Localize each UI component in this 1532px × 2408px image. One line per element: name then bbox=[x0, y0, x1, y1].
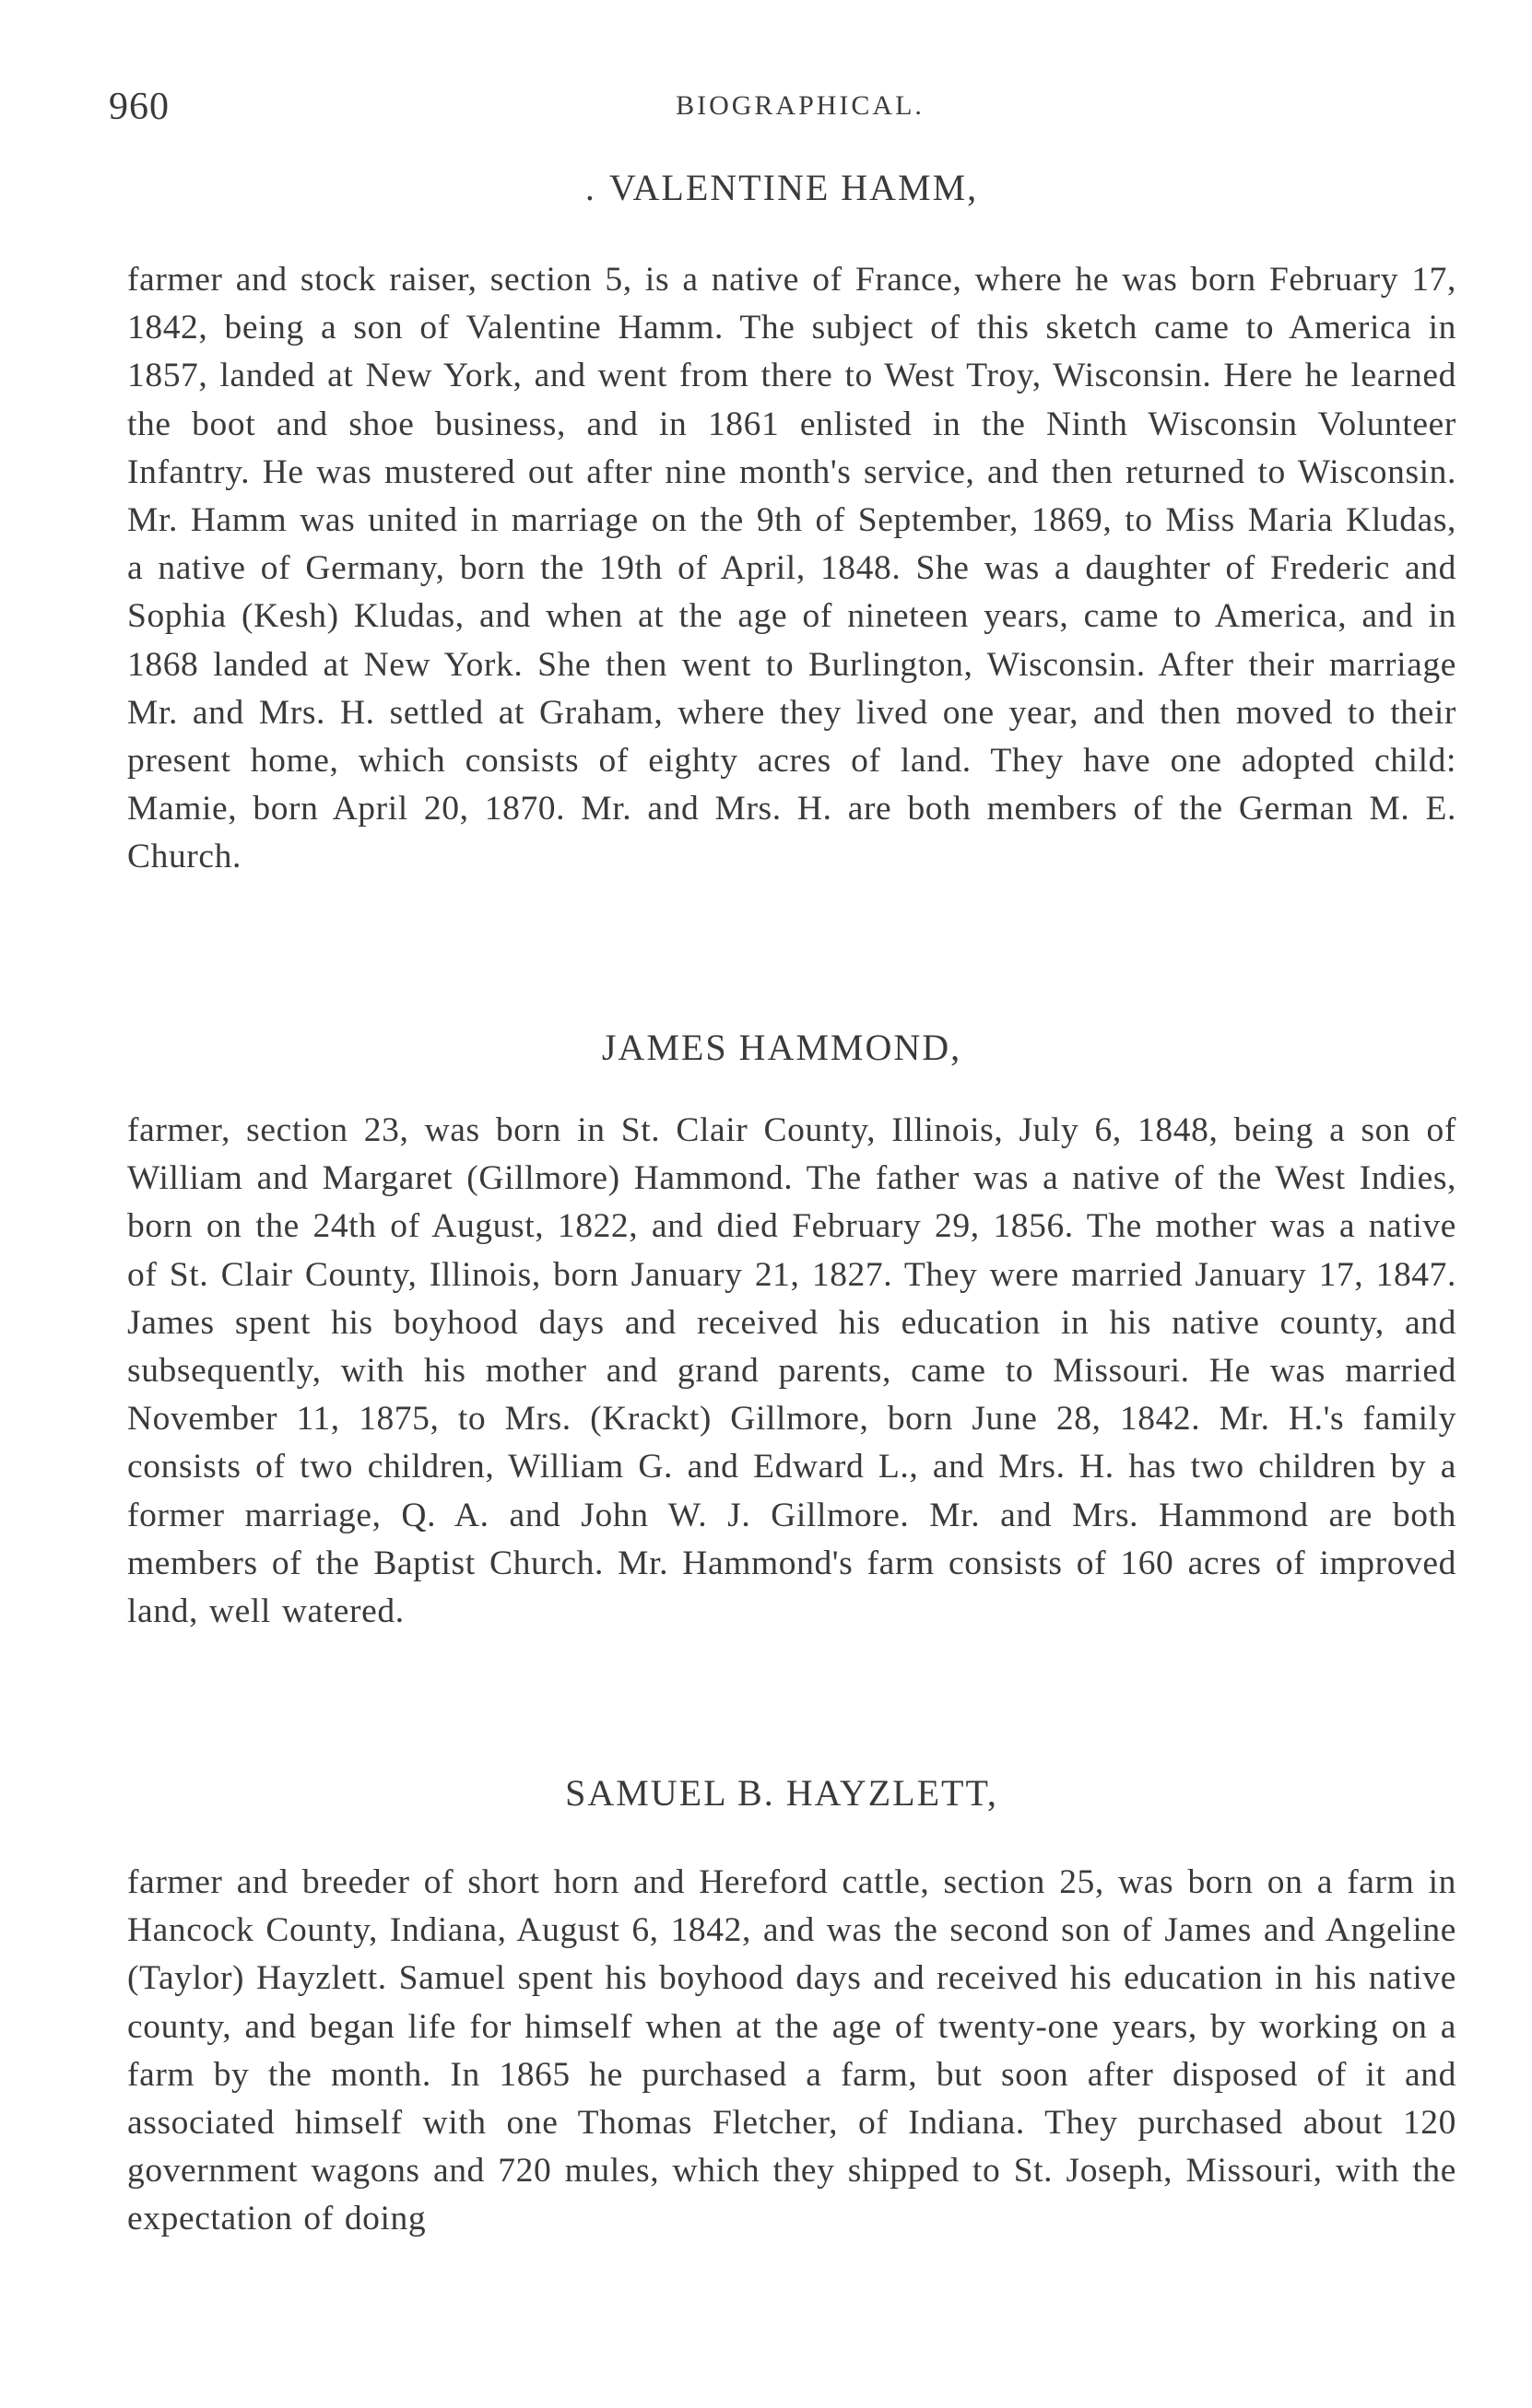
entry-body-james-hammond: farmer, section 23, was born in St. Clair County, Illinois, July 6, 1848, being a son of William and Margaret (Gillmore) Hammond. The father was a native of the West Indies, born on the 24th of August, 1822, and died February 29, 1856. The mother was a native of St. Clair County, Illinois, born January 21, 1827. They were married January 17, 1847. James spent his boyhood days and received his education in his native county, and subsequently, with his mother and grand parents, came to Missouri. He was married November 11, 1875, to Mrs. (Krackt) Gillmore, born June 28, 1842. Mr. H.'s family consists of two children, William G. and Edward L., and Mrs. H. has two children by a former marriage, Q. A. and John W. J. Gillmore. Mr. and Mrs. Hammond are both members of the Baptist Church. Mr. Hammond's farm consists of 160 acres of improved land, well watered. bbox=[127, 1111, 1456, 1631]
entry-heading-samuel-hayzlett bbox=[109, 1771, 1455, 1815]
entry-body-samuel-hayzlett: farmer and breeder of short horn and Hereford cattle, section 25, was born on a farm in Hancock County, Indiana, August 6, 1842, and was the second son of James and Angeline (Taylor) Hayzlett. Samuel spent his boyhood days and received his education in his native county, and began life for himself when at the age of twenty-one years, by working on a farm by the month. In 1865 he purchased a farm, but soon after disposed of it and associated himself with one Thomas Fletcher, of Indiana. They purchased about 120 government wagons and 720 mules, which they shipped to St. Joseph, Missouri, with the expectation of doing bbox=[127, 1863, 1456, 2238]
entry-name: JAMES HAMMOND, bbox=[601, 1027, 962, 1068]
running-header bbox=[109, 85, 1455, 131]
entry-name: VALENTINE HAMM, bbox=[608, 167, 979, 208]
entry-body-valentine-hamm: farmer and stock raiser, section 5, is a native of France, where he was born February 17, 1842, being a son of Valentine Hamm. The subject of this sketch came to America in 1857, landed at New York, and went from there to West Troy, Wisconsin. Here he learned the boot and shoe business, and in 1861 enlisted in the Ninth Wisconsin Volunteer Infantry. He was mustered out after nine month's service, and then returned to Wisconsin. Mr. Hamm was united in marriage on the 9th of September, 1869, to Miss Maria Kludas, a native of Germany, born the 19th of April, 1848. She was a daughter of Frederic and Sophia (Kesh) Kludas, and when at the age of nineteen years, came to America, and in 1868 landed at New York. She then went to Burlington, Wisconsin. After their marriage Mr. and Mrs. H. settled at Graham, where they lived one year, and then moved to their present home, which consists of eighty acres of land. They have one adopted child: Mamie, born April 20, 1870. Mr. and Mrs. H. are both members of the German M. E. Church. bbox=[127, 261, 1456, 876]
entry-heading-james-hammond bbox=[109, 1026, 1455, 1069]
heading-bullet: . bbox=[584, 167, 596, 208]
entry-name: SAMUEL B. HAYZLETT, bbox=[565, 1772, 998, 1814]
running-title: BIOGRAPHICAL. bbox=[676, 90, 925, 121]
entry-heading-valentine-hamm bbox=[109, 166, 1455, 209]
page-number: 960 bbox=[109, 86, 170, 128]
